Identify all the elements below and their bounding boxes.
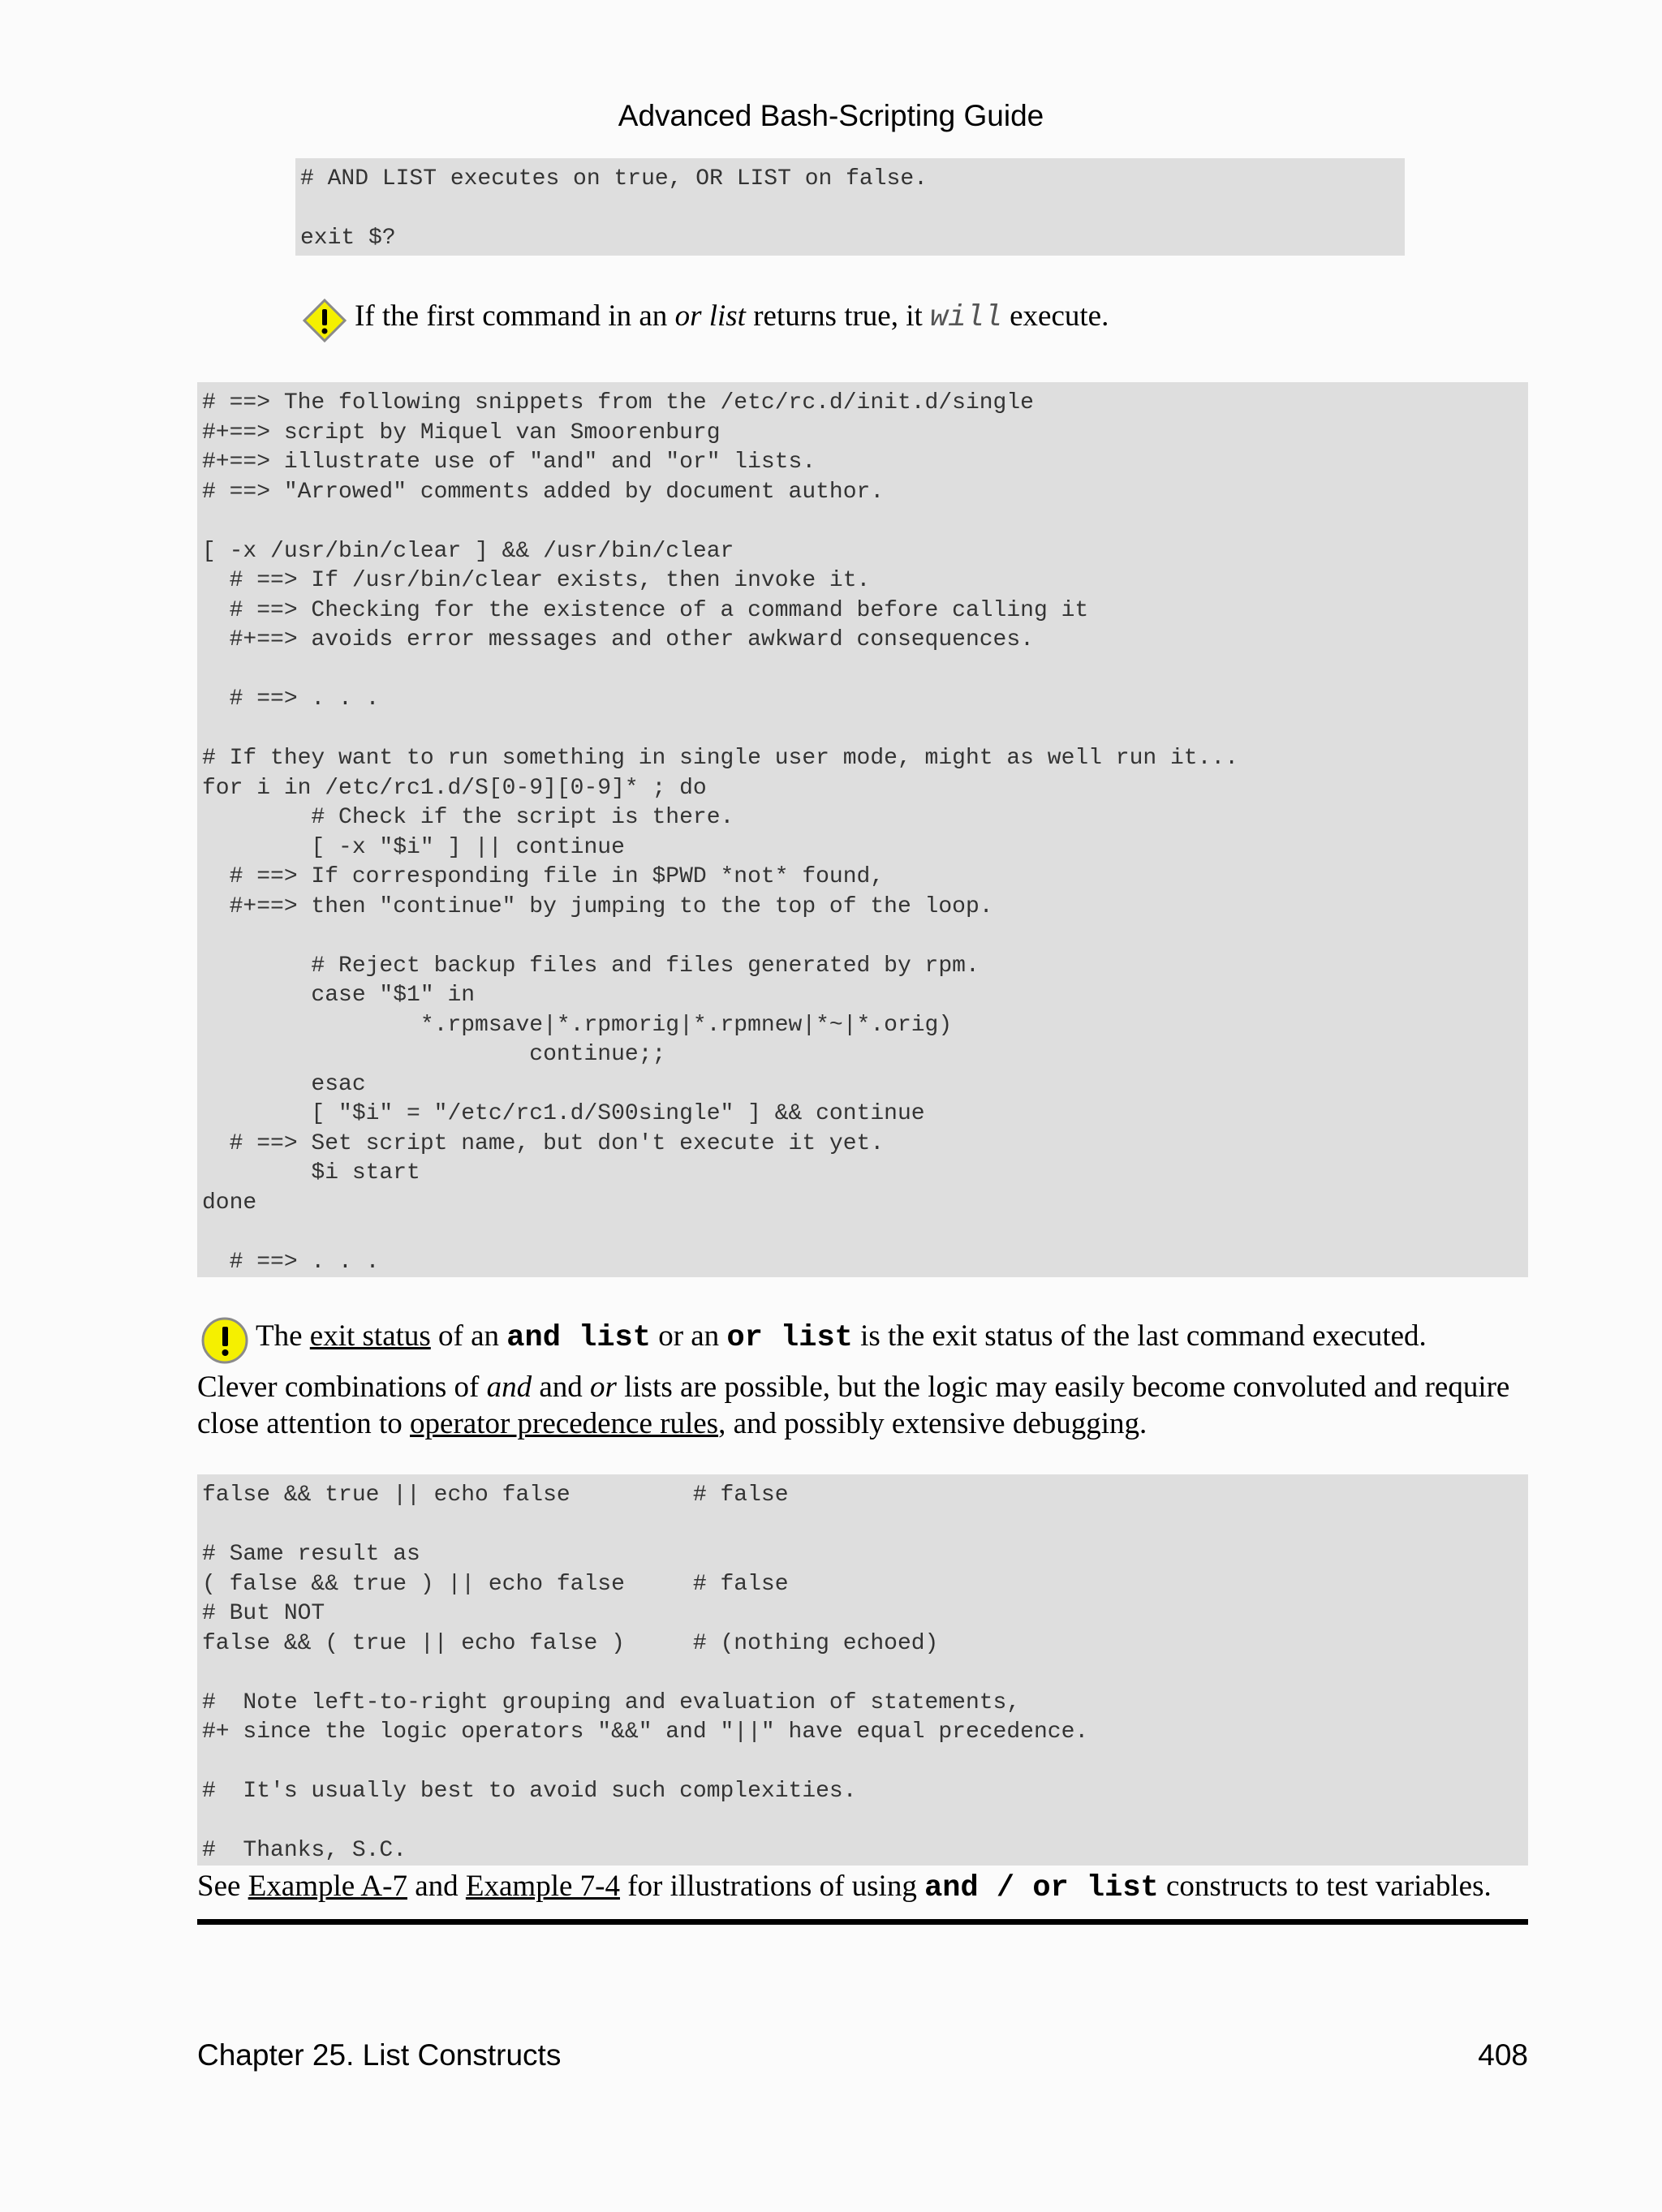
- code-block-and-or-exit: # AND LIST executes on true, OR LIST on false. exit $?: [295, 158, 1405, 256]
- example-7-4-link[interactable]: Example 7-4: [465, 1870, 620, 1903]
- section-divider: [197, 1919, 1528, 1925]
- note-text: of an: [430, 1319, 507, 1353]
- paragraph-text: constructs to test variables.: [1158, 1870, 1492, 1903]
- paragraph-text: See: [197, 1870, 248, 1903]
- paragraph-text: lists are possible, but the logic may easily become convoluted and require close attention to: [197, 1371, 1510, 1440]
- note-text: is the exit status of the last command executed.: [852, 1319, 1427, 1353]
- code-block-precedence: false && true || echo false # false # Same result as ( false && true ) || echo false # false # But NOT false && ( true || echo false ) # (nothing echoed) # Note left-to-right grouping and evaluation of statements, #+ since the logic operators "&&" and "||" have equal precedence. # It's usually best to avoid such complexities. # Thanks, S.C.: [197, 1474, 1528, 1866]
- emphasis-or: or: [590, 1371, 617, 1404]
- paragraph-text: for illustrations of using: [619, 1870, 925, 1903]
- note-text: If the first command in an: [355, 299, 675, 333]
- paragraph-text: and: [407, 1870, 466, 1903]
- paragraph-text: and: [532, 1371, 590, 1404]
- paragraph-text: Clever combinations of: [197, 1371, 487, 1404]
- example-a7-link[interactable]: Example A-7: [248, 1870, 407, 1903]
- warning-icon: [302, 298, 347, 343]
- and-or-list-code: and / or list: [924, 1871, 1159, 1905]
- note-code: will: [930, 301, 1002, 335]
- note-text: or an: [650, 1319, 727, 1353]
- note-emphasis: or list: [674, 299, 746, 333]
- paragraph-see-examples: [197, 1868, 1492, 1907]
- and-list-code: and list: [506, 1321, 651, 1355]
- paragraph-clever-combinations: [197, 1369, 1528, 1442]
- footer-page-number: 408: [1478, 2038, 1528, 2072]
- note-text: returns true, it: [745, 299, 931, 333]
- code-block-init-single: # ==> The following snippets from the /etc/rc.d/init.d/single #+==> script by Miquel van Smoorenburg #+==> illustrate use of "and" and "or" lists. # ==> "Arrowed" comments added by document author. [ -x /usr/bin/clear ] && /usr/bin/clear # ==> If /usr/bin/clear exists, then invoke it. # ==> Checking for the existence of a command before calling it #+==> avoids error messages and other awkward consequences. # ==> . . . # If they want to run something in single user mode, might as well run it... for i in /etc/rc1.d/S[0-9][0-9]* ; do # Check if the script is there. [ -x "$i" ] || continue # ==> If corresponding file in $PWD *not* found, #+==> then "continue" by jumping to the top of the loop. # Reject backup files and files generated by rpm. case "$1" in *.rpmsave|*.rpmorig|*.rpmnew|*~|*.orig) continue;; esac [ "$i" = "/etc/rc1.d/S00single" ] && continue # ==> Set script name, but don't execute it yet. $i start done # ==> . . .: [197, 382, 1528, 1277]
- note-text: execute.: [1001, 299, 1109, 333]
- note-text: The: [256, 1319, 310, 1353]
- note-or-list: [355, 298, 1109, 337]
- warning-icon: [200, 1316, 249, 1365]
- emphasis-and: and: [486, 1371, 532, 1404]
- footer-chapter: Chapter 25. List Constructs: [197, 2038, 562, 2072]
- paragraph-text: , and possibly extensive debugging.: [718, 1407, 1147, 1440]
- page-header-title: Advanced Bash-Scripting Guide: [618, 99, 1044, 132]
- exit-status-link[interactable]: exit status: [309, 1319, 431, 1353]
- operator-precedence-link[interactable]: operator precedence rules: [410, 1407, 719, 1440]
- note-exit-status: [256, 1318, 1427, 1357]
- or-list-code: or list: [726, 1321, 853, 1355]
